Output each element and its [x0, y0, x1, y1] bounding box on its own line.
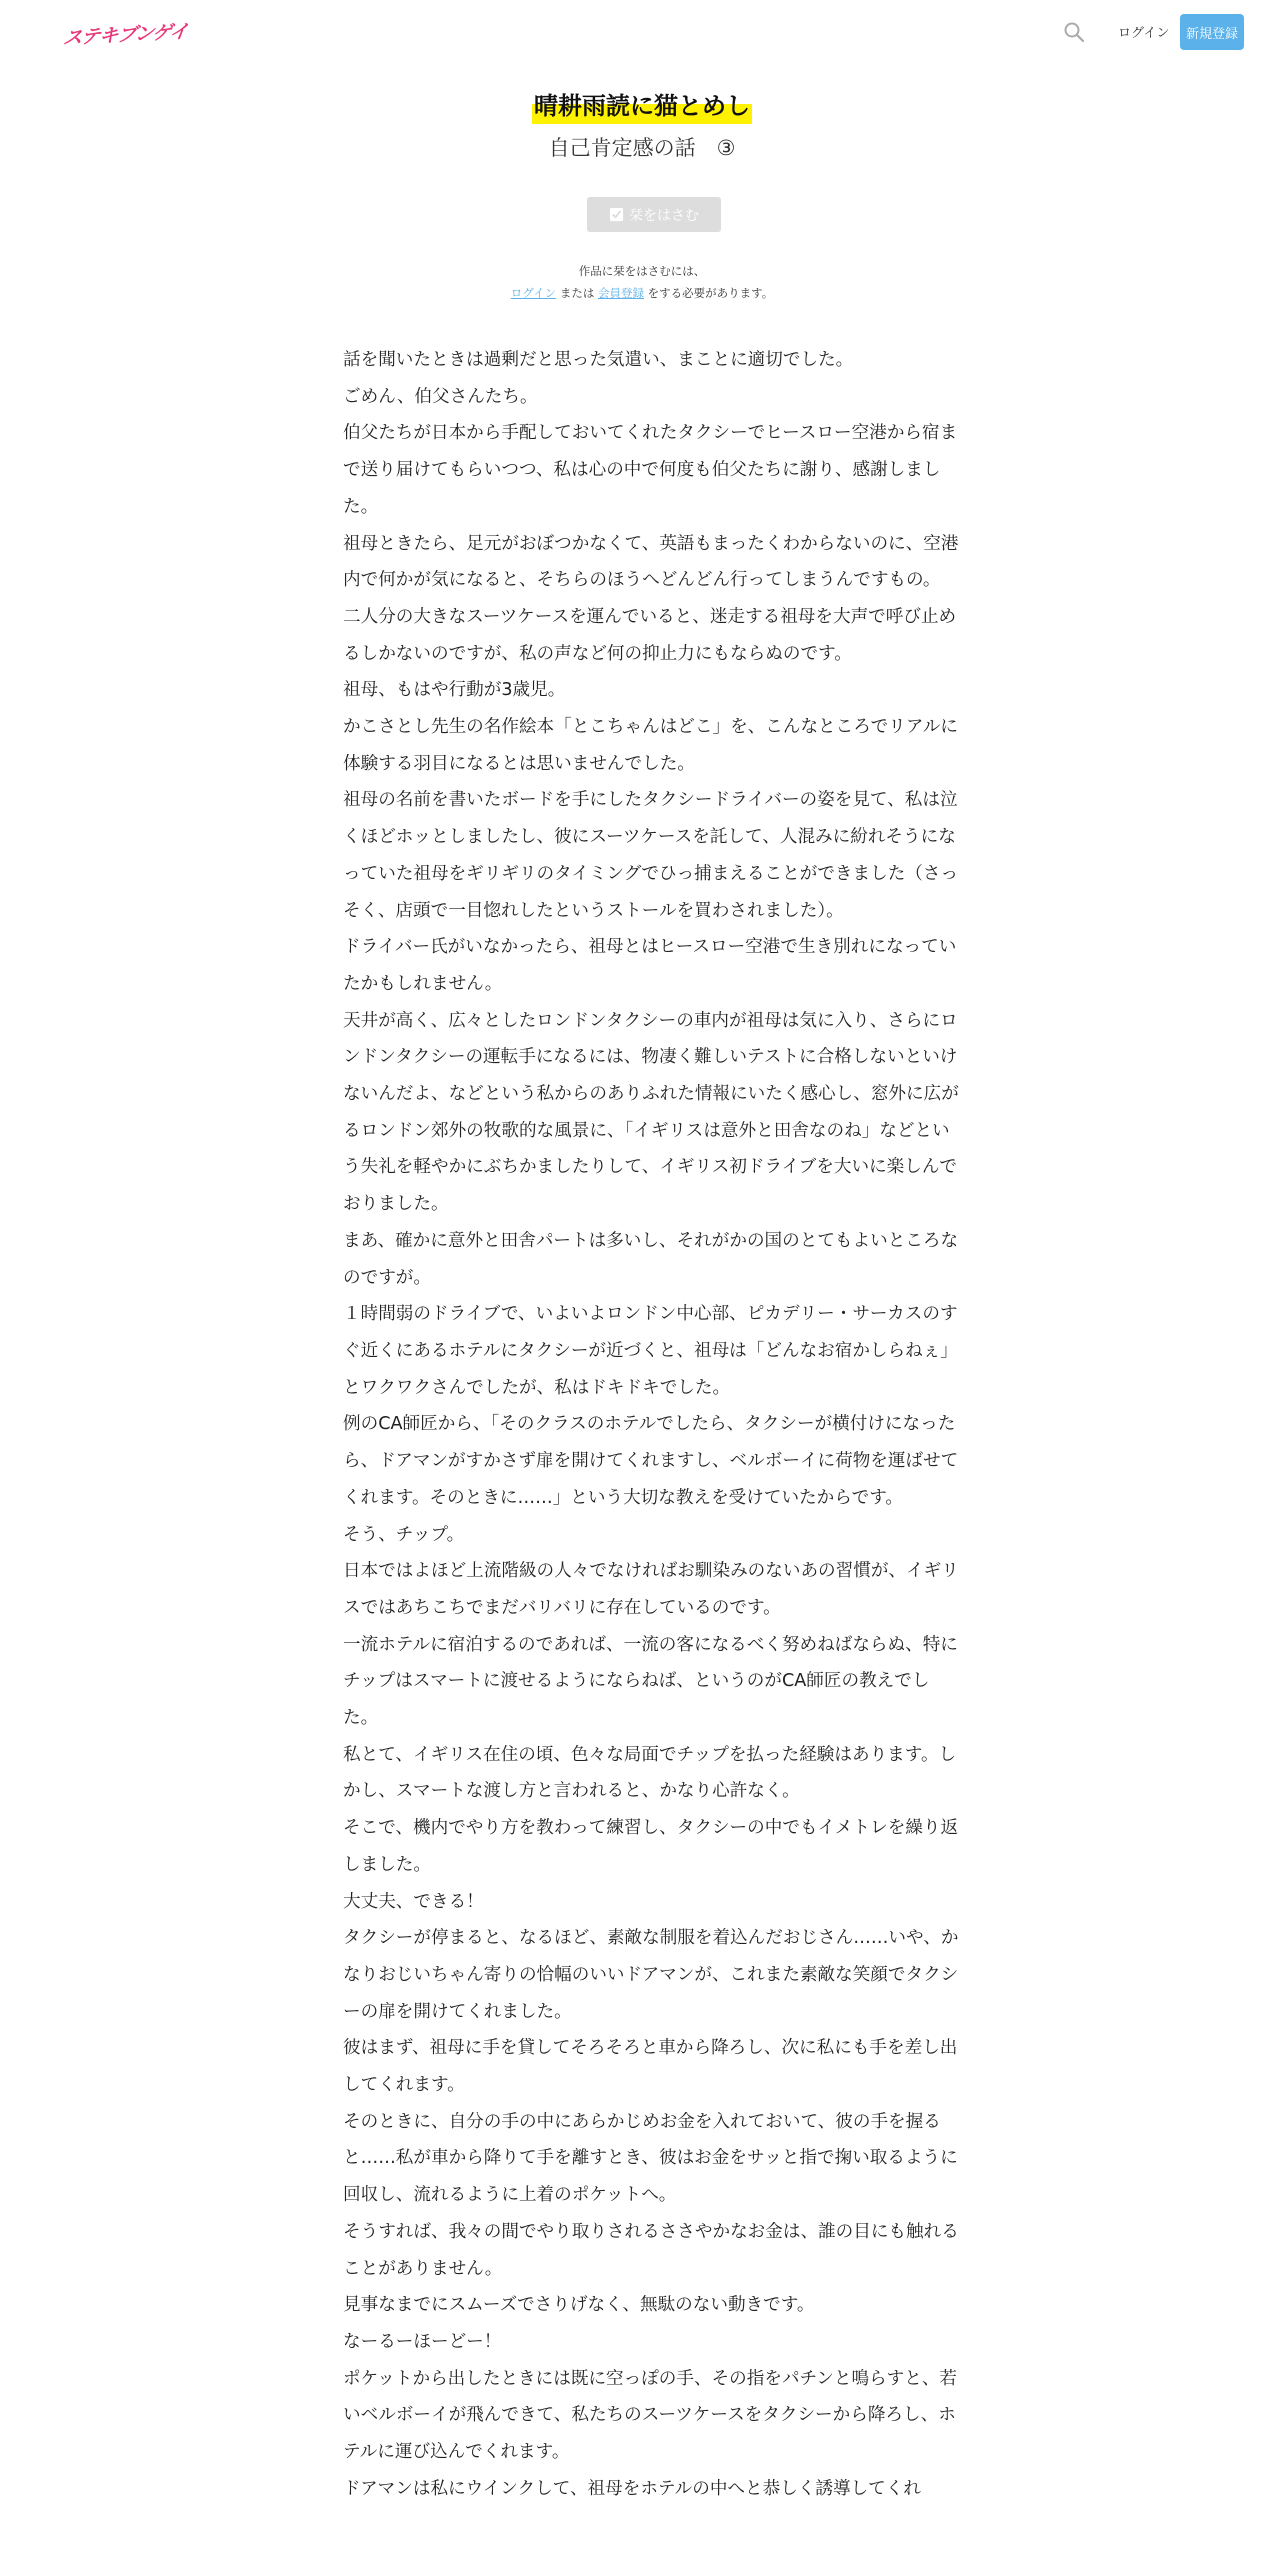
- site-logo-text: ステキブンゲイ: [61, 20, 189, 49]
- bookmark-note-suffix: をする必要があります。: [647, 286, 774, 300]
- site-logo[interactable]: [61, 18, 189, 49]
- story-paragraph: １時間弱のドライブで、いよいよロンドン中心部、ピカデリー・サーカスのすぐ近くにあるホテルにタクシーが近づくと、祖母は「どんなお宿かしらねぇ」とワクワクさんでしたが、私はドキドキでした。: [343, 1304, 958, 1398]
- story-paragraph: タクシーが停まると、なるほど、素敵な制服を着込んだおじさん……いや、かなりおじいちゃん寄りの恰幅のいいドアマンが、これまた素敵な笑顔でタクシーの扉を開けてくれました。: [343, 1928, 959, 2022]
- story-paragraph: 話を聞いたときは過剰だと思った気遣い、まことに適切でした。: [343, 350, 854, 370]
- story-paragraph: ドアマンは私にウインクして、祖母をホテルの中へと恭しく誘導してくれ: [343, 2478, 921, 2499]
- story-paragraph: 二人分の大きなスーツケースを運んでいると、迷走する祖母を大声で呼び止めるしかないのですが、私の声など何の抑止力にもならぬのです。: [343, 606, 957, 664]
- story-paragraph: そこで、機内でやり方を教わって練習し、タクシーの中でもイメトレを繰り返しました。: [343, 1818, 959, 1875]
- bookmark-button-label: 栞をはさむ: [629, 207, 699, 224]
- story-paragraph: 天井が高く、広々としたロンドンタクシーの車内が祖母は気に入り、さらにロンドンタクシーの運転手になるには、物凄く難しいテストに合格しないといけないんだよ、などという私からのありふれた情報にいたく感心し、窓外に広がるロンドン郊外の牧歌的な風景に、「イギリスは意外と田舎なのね」などという失礼を軽やかにぶちかましたりして、イギリス初ドライブを大いに楽しんでおりました。: [343, 1010, 959, 1215]
- story-paragraph: 大丈夫、できる！: [343, 1891, 484, 1912]
- story-paragraph: 祖母ときたら、足元がおぼつかなくて、英語もまったくわからないのに、空港内で何かが気になると、そちらのほうへどんどん行ってしまうんですもの。: [343, 533, 959, 591]
- story-paragraph: なーるーほーどー！: [343, 2331, 502, 2352]
- story-paragraph: 一流ホテルに宿泊するのであれば、一流の客になるべく努めねばならぬ、特にチップはスマートに渡せるようにならねば、というのがCA師匠の教えでした。: [343, 1634, 958, 1729]
- header-register-button[interactable]: 新規登録: [1180, 14, 1244, 50]
- story-paragraph: 彼はまず、祖母に手を貸してそろそろと車から降ろし、次に私にも手を差し出してくれます。: [343, 2038, 958, 2096]
- story-paragraph: まあ、確かに意外と田舎パートは多いし、それがかの国のとてもよいところなのですが。: [343, 1230, 959, 1288]
- bookmark-note-line1: 作品に栞をはさむには、: [578, 264, 706, 278]
- bookmark-login-link[interactable]: ログイン: [510, 286, 557, 300]
- story-paragraph: そうすれば、我々の間でやり取りされるささやかなお金は、誰の目にも触れることがありません。: [343, 2221, 959, 2279]
- bookmark-note-or: または: [559, 286, 595, 300]
- work-title[interactable]: 晴耕雨読に猫とめし: [532, 88, 752, 124]
- story-paragraph: そう、チップ。: [343, 1524, 465, 1545]
- bookmark-button[interactable]: [587, 197, 721, 232]
- bookmark-register-link[interactable]: 会員登録: [598, 286, 644, 300]
- bookmark-icon: [609, 207, 624, 222]
- story-paragraph: 例のCA師匠から、「そのクラスのホテルでしたら、タクシーが横付けになったら、ドアマンがすかさず扉を開けてくれますし、ベルボーイに荷物を運ばせてくれます。そのときに……」という大切な教えを受けていたからです。: [343, 1414, 959, 1508]
- site-header: [0, 0, 1284, 64]
- work-title-wrap: [0, 88, 1284, 124]
- story-body: [343, 342, 961, 2507]
- story-paragraph: 日本ではよほど上流階級の人々でなければお馴染みのないあの習慣が、イギリスではあちこちでまだバリバリに存在しているのです。: [343, 1561, 959, 1618]
- story-paragraph: 見事なまでにスムーズでさりげなく、無駄のない動きです。: [343, 2295, 815, 2316]
- story-paragraph: 祖母の名前を書いたボードを手にしたタクシードライバーの姿を見て、私は泣くほどホッとしましたし、彼にスーツケースを託して、人混みに紛れそうになっていた祖母をギリギリのタイミングでひっ捕まえることができました（さっそく、店頭で一目惚れしたというストールを買わされました）。: [343, 790, 959, 921]
- search-icon[interactable]: [1062, 20, 1086, 44]
- bookmark-note: [0, 260, 1284, 304]
- bookmark-note-line2: [0, 282, 1284, 304]
- episode-title: 自己肯定感の話 ③: [548, 136, 736, 160]
- story-paragraph: ポケットから出したときには既に空っぽの手、その指をパチンと鳴らすと、若いベルボーイが飛んできて、私たちのスーツケースをタクシーから降ろし、ホテルに運び込んでくれます。: [343, 2368, 958, 2463]
- story-paragraph: かこさとし先生の名作絵本「とこちゃんはどこ」を、こんなところでリアルに体験する羽目になるとは思いませんでした。: [343, 717, 958, 774]
- story-paragraph: そのときに、自分の手の中にあらかじめお金を入れておいて、彼の手を握ると……私が車から降りて手を離すとき、彼はお金をサッと指で掬い取るように回収し、流れるように上着のポケットへ。: [343, 2111, 958, 2206]
- story-paragraph: 私とて、イギリス在住の頃、色々な局面でチップを払った経験はあります。しかし、スマートな渡し方と言われると、かなり心許なく。: [343, 1744, 957, 1802]
- story-paragraph: 伯父たちが日本から手配しておいてくれたタクシーでヒースロー空港から宿まで送り届けてもらいつつ、私は心の中で何度も伯父たちに謝り、感謝しました。: [343, 423, 958, 517]
- header-login-link[interactable]: ログイン: [1118, 26, 1170, 41]
- story-paragraph: ごめん、伯父さんたち。: [343, 386, 538, 407]
- story-paragraph: ドライバー氏がいなかったら、祖母とはヒースロー空港で生き別れになっていたかもしれません。: [343, 937, 957, 994]
- story-paragraph: 祖母、もはや行動が3歳児。: [343, 680, 566, 701]
